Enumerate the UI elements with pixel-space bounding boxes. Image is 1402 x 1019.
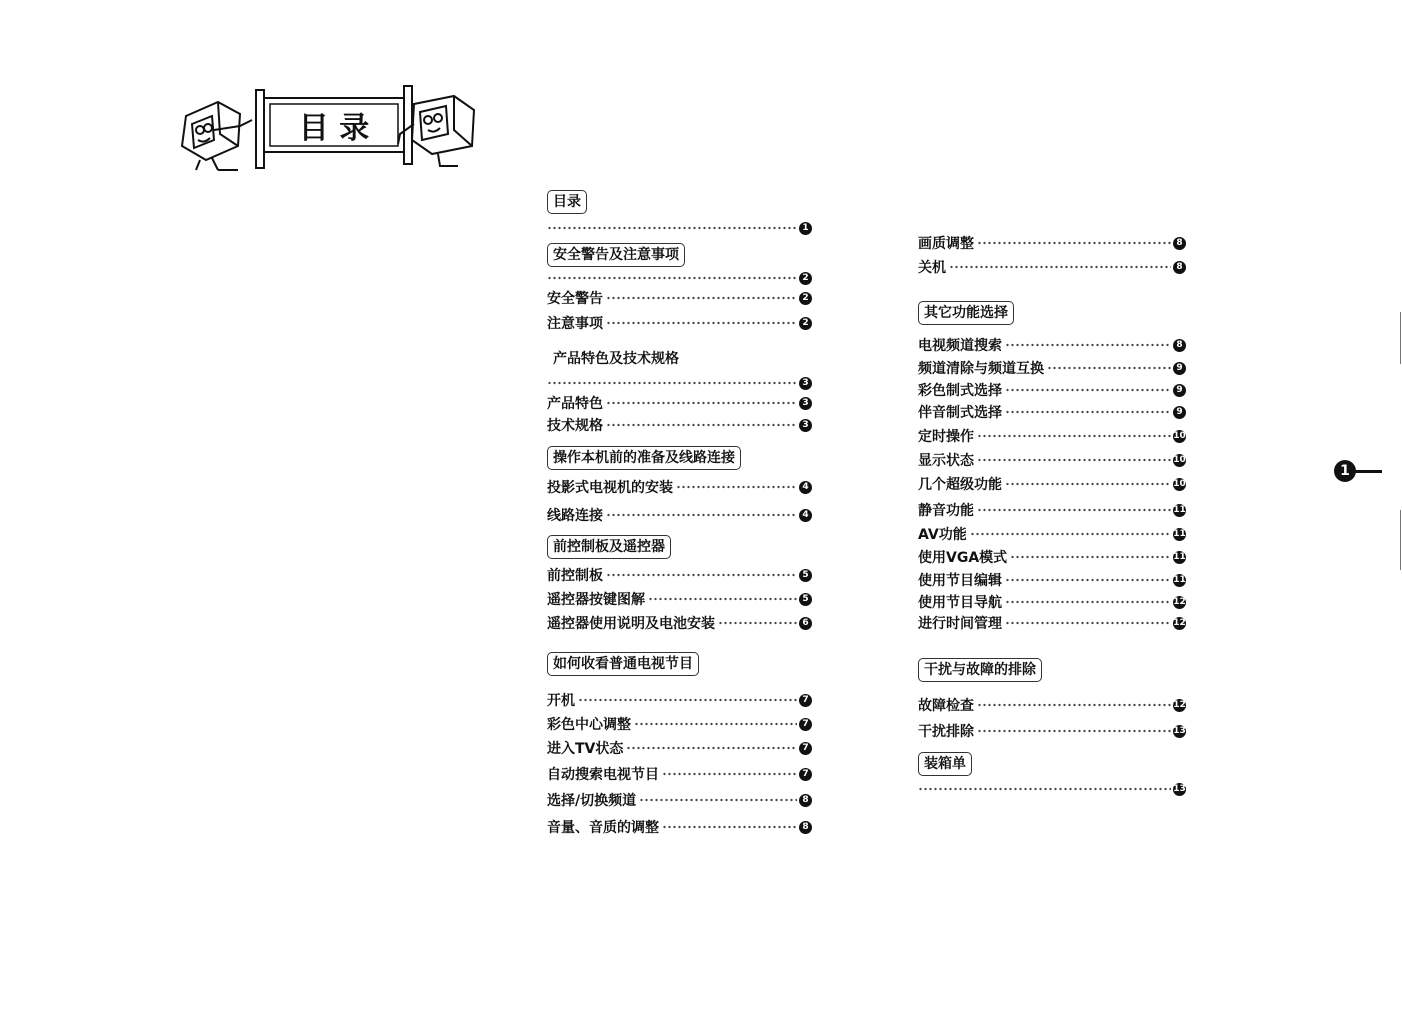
toc-entry-page-number: 10 (1173, 454, 1186, 465)
toc-entry[interactable] (547, 415, 812, 435)
toc-entry-label: 投影式电视机的安装 (547, 480, 673, 496)
toc-entry-page-number: 10 (1173, 478, 1186, 489)
toc-entry-page-number: 11 (1173, 574, 1186, 585)
toc-entry-page-number: 5 (799, 569, 812, 582)
dot-leader (1005, 621, 1171, 625)
toc-entry-page-number: 2 (799, 292, 812, 305)
toc-entry[interactable] (918, 358, 1186, 378)
toc-entry-label: 使用节目导航 (918, 595, 1002, 611)
toc-entry-label: 关机 (918, 260, 946, 276)
dot-leader (606, 423, 797, 427)
toc-entry-label: 使用VGA模式 (918, 550, 1008, 566)
toc-entry-page-number: 13 (1173, 725, 1186, 736)
toc-entry-label: 定时操作 (918, 429, 974, 445)
toc-entry-page-number: 3 (799, 397, 812, 410)
toc-entry[interactable] (918, 721, 1186, 741)
toc-entry-label: 进入TV状态 (547, 741, 624, 757)
toc-entry[interactable] (547, 268, 812, 288)
toc-entry-label: 开机 (547, 693, 575, 709)
dot-leader (1005, 482, 1171, 486)
dot-leader (606, 296, 797, 300)
toc-entry-page-number: 9 (1173, 384, 1186, 397)
toc-entry[interactable] (547, 613, 812, 633)
toc-entry-page-number: 11 (1173, 528, 1186, 539)
page-number-marker (1334, 459, 1384, 485)
toc-entry-label: 线路连接 (547, 508, 603, 524)
toc-entry[interactable] (547, 218, 812, 238)
toc-entry-page-number: 2 (799, 317, 812, 330)
toc-entry-label: 进行时间管理 (918, 616, 1002, 632)
toc-entry-page-number: 11 (1173, 504, 1186, 515)
toc-entry[interactable] (547, 313, 812, 333)
toc-entry[interactable] (547, 790, 812, 810)
toc-entry-page-number: 8 (1173, 339, 1186, 352)
dot-leader (547, 276, 797, 280)
dot-leader (977, 703, 1171, 707)
toc-entry[interactable] (547, 690, 812, 710)
toc-entry-label: 注意事项 (547, 316, 603, 332)
dot-leader (676, 485, 797, 489)
toc-entry-page-number: 4 (799, 509, 812, 522)
dot-leader (606, 401, 797, 405)
toc-entry[interactable] (918, 335, 1186, 355)
dot-leader (977, 241, 1171, 245)
dot-leader (578, 698, 797, 702)
toc-entry-label: 音量、音质的调整 (547, 820, 659, 836)
toc-entry-page-number: 7 (799, 742, 812, 755)
toc-entry-page-number: 7 (799, 768, 812, 781)
toc-entry-label: 显示状态 (918, 453, 974, 469)
dot-leader (662, 825, 797, 829)
dot-leader (977, 434, 1171, 438)
dot-leader (662, 772, 797, 776)
dot-leader (547, 381, 797, 385)
toc-entry-label: 技术规格 (547, 418, 603, 434)
toc-entry-label: 故障检查 (918, 698, 974, 714)
toc-entry-label: 电视频道搜索 (918, 338, 1002, 354)
toc-entry-page-number: 9 (1173, 362, 1186, 375)
toc-entry-label: 彩色中心调整 (547, 717, 631, 733)
toc-entry-label: 静音功能 (918, 503, 974, 519)
toc-entry-page-number: 11 (1173, 551, 1186, 562)
toc-section-heading[interactable]: 目录 (547, 190, 587, 214)
toc-entry-page-number: 2 (799, 272, 812, 285)
dot-leader (634, 722, 797, 726)
toc-entry-page-number: 12 (1173, 617, 1186, 628)
toc-entry[interactable] (547, 393, 812, 413)
toc-section-heading[interactable]: 如何收看普通电视节目 (547, 652, 699, 676)
toc-entry-label: 安全警告 (547, 291, 603, 307)
banner-title: 目 录 (298, 111, 370, 146)
toc-entry[interactable] (918, 474, 1186, 494)
toc-entry[interactable] (547, 589, 812, 609)
toc-entry[interactable] (547, 738, 812, 758)
toc-entry-page-number: 1 (799, 222, 812, 235)
toc-entry-label: 伴音制式选择 (918, 405, 1002, 421)
dot-leader (606, 513, 797, 517)
toc-entry[interactable] (547, 817, 812, 837)
toc-entry-page-number: 3 (799, 377, 812, 390)
dot-leader (639, 798, 797, 802)
dot-leader (718, 621, 797, 625)
toc-entry-page-number: 7 (799, 694, 812, 707)
toc-section-heading[interactable]: 操作本机前的准备及线路连接 (547, 446, 741, 470)
toc-entry-label: AV功能 (918, 527, 967, 543)
toc-entry-label: 自动搜索电视节目 (547, 767, 659, 783)
toc-entry[interactable] (918, 547, 1186, 567)
toc-entry[interactable] (547, 505, 812, 525)
toc-entry-page-number: 3 (799, 419, 812, 432)
toc-entry-label: 选择/切换频道 (547, 793, 637, 809)
toc-section-heading[interactable]: 干扰与故障的排除 (918, 658, 1042, 682)
dot-leader (1005, 388, 1171, 392)
dot-leader (1005, 343, 1171, 347)
toc-entry-label: 几个超级功能 (918, 477, 1002, 493)
dot-leader (1005, 410, 1171, 414)
toc-entry-label: 产品特色 (547, 396, 603, 412)
toc-entry[interactable] (547, 373, 812, 393)
edge-mark (1400, 510, 1401, 570)
dot-leader (1010, 555, 1171, 559)
dot-leader (547, 226, 797, 230)
dot-leader (1005, 600, 1171, 604)
toc-entry[interactable] (918, 380, 1186, 400)
toc-entry-page-number: 7 (799, 718, 812, 731)
banner-illustration (178, 84, 478, 172)
toc-entry-label: 画质调整 (918, 236, 974, 252)
dot-leader (949, 265, 1171, 269)
page-marker-bar (1354, 470, 1382, 473)
toc-entry[interactable] (918, 695, 1186, 715)
left-tv-mascot (182, 102, 252, 170)
dot-leader (1047, 366, 1171, 370)
toc-entry[interactable] (547, 714, 812, 734)
edge-mark (1400, 312, 1401, 364)
toc-entry[interactable] (918, 402, 1186, 422)
toc-section-heading[interactable]: 安全警告及注意事项 (547, 243, 685, 267)
dot-leader (626, 746, 797, 750)
toc-entry-page-number: 8 (799, 821, 812, 834)
toc-entry-page-number: 8 (1173, 237, 1186, 250)
toc-entry-page-number: 8 (1173, 261, 1186, 274)
toc-entry-page-number: 8 (799, 794, 812, 807)
page-number: 1 (1334, 460, 1356, 482)
toc-entry[interactable] (918, 450, 1186, 470)
toc-entry-label: 前控制板 (547, 568, 603, 584)
toc-entry-page-number: 5 (799, 593, 812, 606)
dot-leader (977, 508, 1171, 512)
toc-entry-page-number: 6 (799, 617, 812, 630)
dot-leader (918, 787, 1171, 791)
toc-entry[interactable] (918, 570, 1186, 590)
toc-entry-label: 频道清除与频道互换 (918, 361, 1044, 377)
dot-leader (977, 729, 1171, 733)
toc-entry[interactable] (547, 764, 812, 784)
toc-entry-label: 遥控器使用说明及电池安装 (547, 616, 715, 632)
toc-section-heading[interactable]: 其它功能选择 (918, 301, 1014, 325)
toc-entry-page-number: 13 (1173, 783, 1186, 794)
toc-entry-page-number: 4 (799, 481, 812, 494)
dot-leader (606, 573, 797, 577)
dot-leader (648, 597, 797, 601)
dot-leader (606, 321, 797, 325)
toc-entry[interactable] (918, 257, 1186, 277)
toc-entry[interactable] (918, 779, 1186, 799)
toc-entry[interactable] (547, 288, 812, 308)
toc-entry-label: 使用节目编辑 (918, 573, 1002, 589)
dot-leader (1005, 578, 1171, 582)
dot-leader (977, 458, 1171, 462)
toc-section-heading[interactable]: 产品特色及技术规格 (547, 347, 685, 371)
toc-entry-page-number: 12 (1173, 596, 1186, 607)
toc-entry[interactable] (547, 477, 812, 497)
toc-entry[interactable] (918, 613, 1186, 633)
toc-section-heading[interactable]: 装箱单 (918, 752, 972, 776)
dot-leader (970, 532, 1171, 536)
toc-entry-page-number: 12 (1173, 699, 1186, 710)
toc-section-heading[interactable]: 前控制板及遥控器 (547, 535, 671, 559)
toc-entry-label: 干扰排除 (918, 724, 974, 740)
toc-entry-page-number: 10 (1173, 430, 1186, 441)
toc-entry[interactable] (918, 500, 1186, 520)
toc-entry[interactable] (918, 524, 1186, 544)
toc-entry[interactable] (918, 426, 1186, 446)
toc-entry-label: 遥控器按键图解 (547, 592, 645, 608)
toc-entry[interactable] (918, 233, 1186, 253)
toc-entry-label: 彩色制式选择 (918, 383, 1002, 399)
toc-entry-page-number: 9 (1173, 406, 1186, 419)
toc-entry[interactable] (918, 592, 1186, 612)
toc-entry[interactable] (547, 565, 812, 585)
